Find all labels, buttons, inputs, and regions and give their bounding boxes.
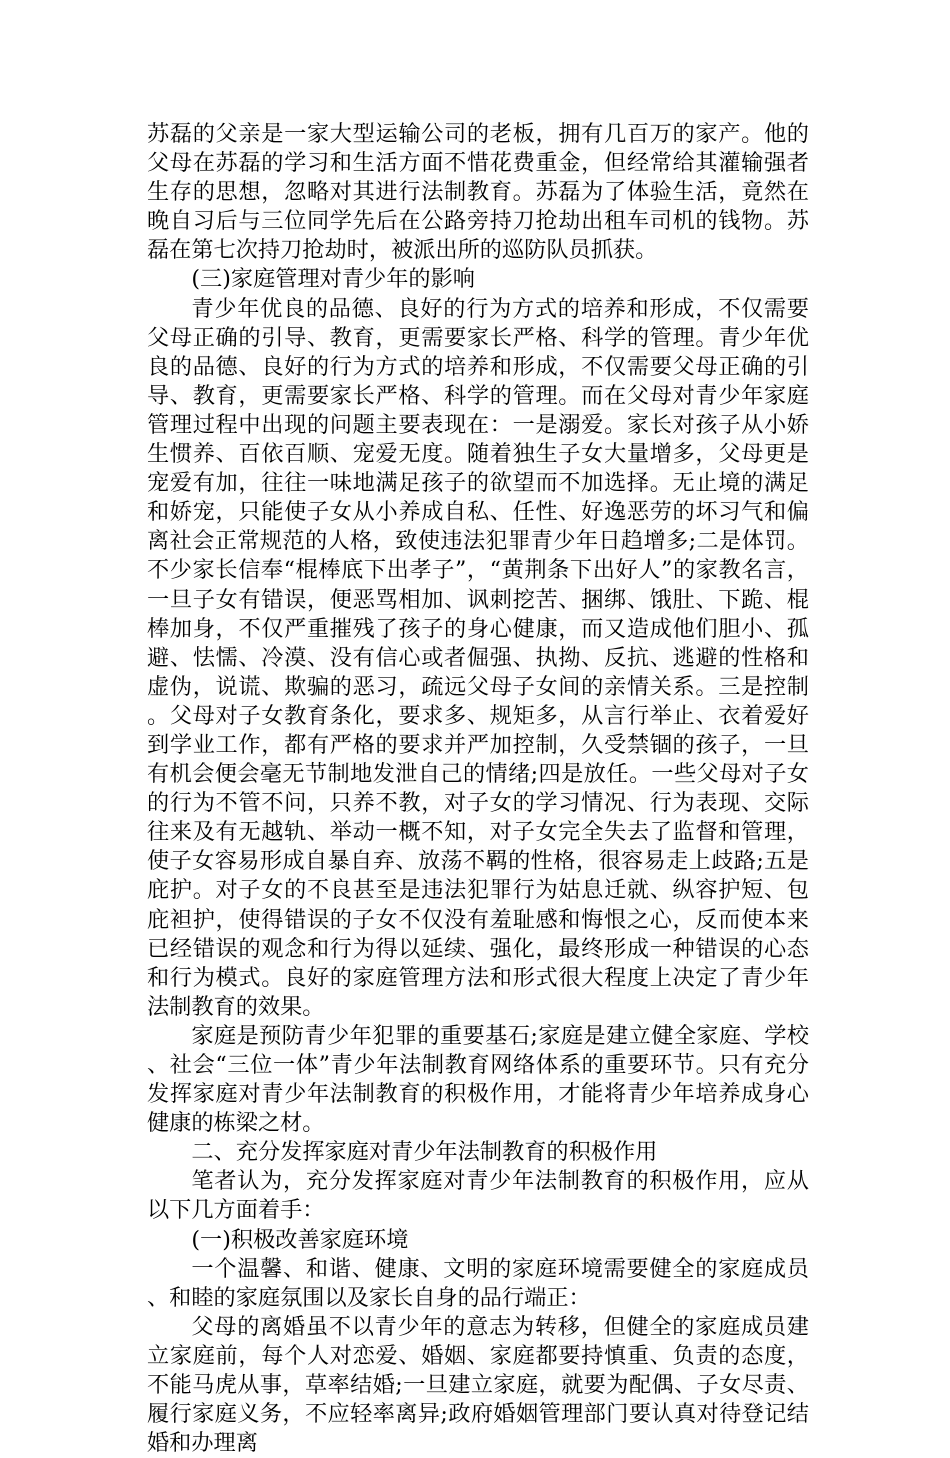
paragraph-family-management: 青少年优良的品德、良好的行为方式的培养和形成，不仅需要父母正确的引导、教育，更需要家长严格、科学的管理。青少年优良的品德、良好的行为方式的培养和形成，不仅需要父母正确的引导、教育，更需要家长严格、科学的管理。而在父母对青少年家庭管理过程中出现的问题主要表现在：一是溺爱。家长对孩子从小娇生惯养、百依百顺、宠爱无度。随着独生子女大量增多，父母更是宠爱有加，往往一味地满足孩子的欲望而不加选择。无止境的满足和娇宠，只能使子女从小养成自私、任性、好逸恶劳的坏习气和偏离社会正常规范的人格，致使违法犯罪青少年日趋增多;二是体罚。不少家长信奉“棍棒底下出孝子”，“黄荆条下出好人”的家教名言，一旦子女有错误，便恶骂相加、讽刺挖苦、捆绑、饿肚、下跪、棍棒加身，不仅严重摧残了孩子的身心健康，而又造成他们胆小、孤避、怯懦、冷漠、没有信心或者倔强、执拗、反抗、逃避的性格和虚伪，说谎、欺骗的恶习，疏远父母子女间的亲情关系。三是控制。父母对子女教育条化，要求多、规矩多，从言行举止、衣着爱好到学业工作，都有严格的要求并严加控制，久受禁锢的孩子，一旦有机会便会毫无节制地发泄自己的情绪;四是放任。一些父母对子女的行为不管不问，只养不教，对子女的学习情况、行为表现、交际往来及有无越轨、举动一概不知，对子女完全失去了监督和管理，使子女容易形成自暴自弃、放荡不羁的性格，很容易走上歧路;五是庇护。对子女的不良甚至是违法犯罪行为姑息迁就、纵容护短、包庇袒护，使得错误的子女不仅没有羞耻感和悔恨之心，反而使本来已经错误的观念和行为得以延续、强化，最终形成一种错误的心态和行为模式。良好的家庭管理方法和形式很大程度上决定了青少年法制教育的效果。 bbox=[147, 295, 809, 1020]
section-heading-improve-environment: (一)积极改善家庭环境 bbox=[191, 1226, 409, 1253]
paragraph-author-view: 笔者认为，充分发挥家庭对青少年法制教育的积极作用，应从以下几方面着手： bbox=[147, 1168, 809, 1224]
section-heading-part-two: 二、充分发挥家庭对青少年法制教育的积极作用 bbox=[191, 1139, 658, 1166]
paragraph-family-environment: 一个温馨、和谐、健康、文明的家庭环境需要健全的家庭成员、和睦的家庭氛围以及家长自身的品行端正： bbox=[147, 1255, 809, 1311]
paragraph-su-lei-case: 苏磊的父亲是一家大型运输公司的老板，拥有几百万的家产。他的父母在苏磊的学习和生活方面不惜花费重金，但经常给其灌输强者生存的思想，忽略对其进行法制教育。苏磊为了体验生活，竟然在晚自习后与三位同学先后在公路旁持刀抢劫出租车司机的钱物。苏磊在第七次持刀抢劫时，被派出所的巡防队员抓获。 bbox=[147, 121, 809, 264]
paragraph-divorce: 父母的离婚虽不以青少年的意志为转移，但健全的家庭成员建立家庭前，每个人对恋爱、婚姻、家庭都要持慎重、负责的态度，不能马虎从事，草率结婚;一旦建立家庭，就要为配偶、子女尽责、履行家庭义务，不应轻率离异;政府婚姻管理部门要认真对待登记结婚和办理离 bbox=[147, 1313, 809, 1457]
paragraph-family-cornerstone: 家庭是预防青少年犯罪的重要基石;家庭是建立健全家庭、学校、社会“三位一体”青少年法制教育网络体系的重要环节。只有充分发挥家庭对青少年法制教育的积极作用，才能将青少年培养成身心健康的栋梁之材。 bbox=[147, 1022, 809, 1137]
section-heading-family-management: (三)家庭管理对青少年的影响 bbox=[191, 266, 475, 293]
document-body bbox=[147, 120, 809, 1458]
